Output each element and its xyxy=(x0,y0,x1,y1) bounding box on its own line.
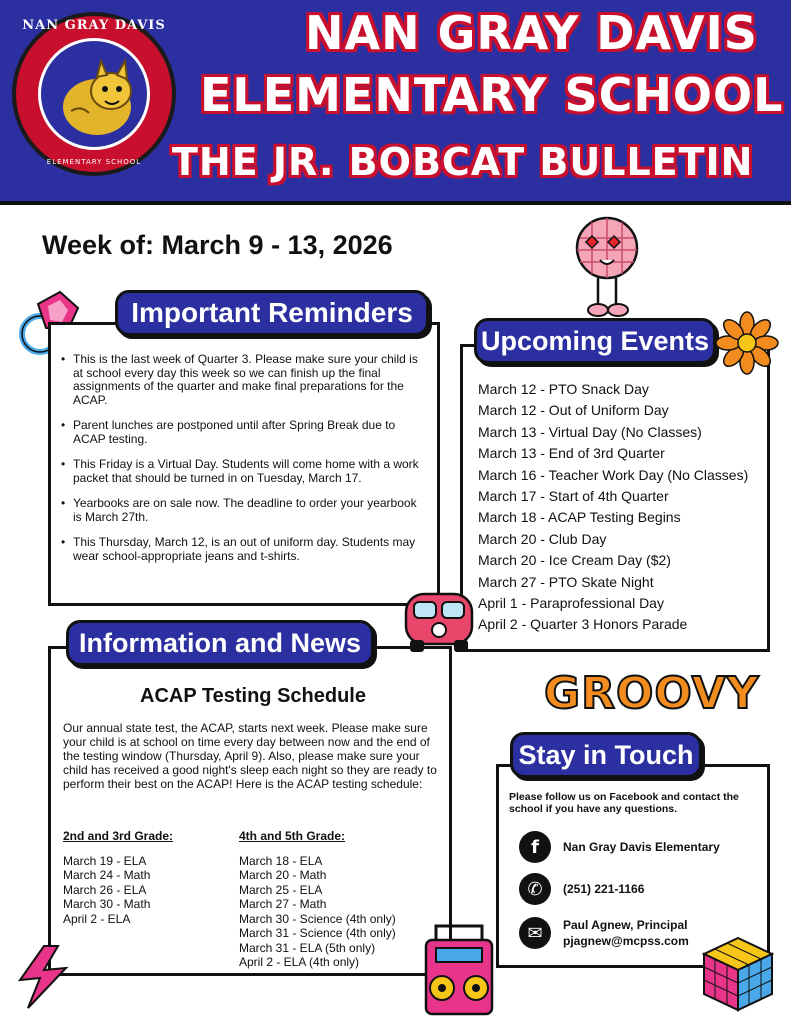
reminder-item: • This Friday is a Virtual Day. Students will come home with a work packet that should be turned in on Tuesday, March 17. xyxy=(61,458,423,485)
event-item: April 2 - Quarter 3 Honors Parade xyxy=(478,616,688,633)
event-item: March 12 - PTO Snack Day xyxy=(478,381,649,397)
schedule-item: March 25 - ELA xyxy=(239,882,323,897)
upcoming-events-box xyxy=(460,344,770,652)
reminder-item: • Parent lunches are postponed until after Spring Break due to ACAP testing. xyxy=(61,419,423,446)
event-item: April 1 - Paraprofessional Day xyxy=(478,595,664,612)
important-reminders-box xyxy=(48,322,440,606)
schedule-item: April 2 - ELA (4th only) xyxy=(239,955,360,969)
information-news-title: Information and News xyxy=(66,620,374,666)
reminder-item: • This Thursday, March 12, is an out of uniform day. Students may wear school-appropriate jeans and t-shirts. xyxy=(61,536,423,563)
van-icon xyxy=(400,588,480,660)
phone-icon: ✆ xyxy=(519,873,551,905)
information-news-box xyxy=(48,646,452,976)
facebook-icon: f xyxy=(519,831,551,863)
stay-in-touch-title: Stay in Touch xyxy=(510,732,702,778)
event-item: March 18 - ACAP Testing Begins xyxy=(478,509,681,526)
important-reminders-title: Important Reminders xyxy=(115,290,429,336)
event-item: March 12 - Out of Uniform Day xyxy=(478,402,669,419)
boombox-icon xyxy=(422,918,496,1022)
grade-2-3-heading: 2nd and 3rd Grade: xyxy=(63,829,174,843)
facebook-label: Nan Gray Davis Elementary xyxy=(563,840,720,854)
phone-contact[interactable] xyxy=(519,873,644,905)
cube-icon xyxy=(700,934,776,1018)
event-item: March 20 - Club Day xyxy=(478,530,607,547)
acap-body-text: Our annual state test, the ACAP, starts next week. Please make sure your child is at school on time every day between now and the end of the testing window (Thursday, April 9). Also, please make sure your child has received a good night's sleep each night so they are ready to perform their best on the ACAP! Here is the ACAP testing schedule: xyxy=(63,721,437,791)
reminders-list xyxy=(51,325,437,563)
school-name-line2: ELEMENTARY SCHOOL xyxy=(200,68,784,122)
disco-ball-character-icon xyxy=(572,214,642,326)
principal-email[interactable]: pjagnew@mcpss.com xyxy=(563,934,689,948)
acap-schedule-title: ACAP Testing Schedule xyxy=(140,685,366,707)
logo-top-text: NAN GRAY DAVIS xyxy=(22,18,166,33)
reminder-item: • This is the last week of Quarter 3. Please make sure your child is at school every day this week so we can finish up the final assignments of the quarter and make final preparations for the ACAP. xyxy=(61,353,423,407)
schedule-item: March 24 - Math xyxy=(63,868,151,882)
mail-icon: ✉ xyxy=(519,917,551,949)
schedule-item: March 27 - Math xyxy=(239,897,327,911)
events-list xyxy=(463,347,767,636)
logo-bottom-text: ELEMENTARY SCHOOL xyxy=(46,158,142,166)
grade-4-5-heading: 4th and 5th Grade: xyxy=(239,829,346,843)
reminder-item: • Yearbooks are on sale now. The deadline to order your yearbook is March 27th. xyxy=(61,497,423,524)
lightning-icon xyxy=(14,944,70,1014)
schedule-item: March 30 - Science (4th only) xyxy=(239,911,396,926)
schedule-item: April 2 - ELA xyxy=(63,911,131,926)
school-logo xyxy=(12,12,176,176)
phone-number: (251) 221-1166 xyxy=(563,882,645,896)
school-name-line1: NAN GRAY DAVIS xyxy=(305,6,758,60)
upcoming-events-title: Upcoming Events xyxy=(474,318,716,364)
groovy-word-art xyxy=(544,668,760,719)
event-item: March 17 - Start of 4th Quarter xyxy=(478,488,669,505)
flower-icon xyxy=(714,310,780,380)
week-of-heading: Week of: March 9 - 13, 2026 xyxy=(42,230,393,260)
bobcat-logo-icon xyxy=(38,38,150,150)
header-banner xyxy=(0,0,791,205)
schedule-item: March 30 - Math xyxy=(63,897,151,911)
event-item: March 27 - PTO Skate Night xyxy=(478,573,654,590)
schedule-item: March 31 - Science (4th only) xyxy=(239,926,396,940)
schedule-item: March 18 - ELA xyxy=(239,853,323,868)
grade-4-5-column xyxy=(239,829,396,970)
schedule-item: March 20 - Math xyxy=(239,868,327,882)
bulletin-title: THE JR. BOBCAT BULLETIN xyxy=(172,140,754,184)
schedule-item: March 26 - ELA xyxy=(63,882,147,897)
facebook-contact[interactable] xyxy=(519,831,720,863)
schedule-item: March 19 - ELA xyxy=(63,853,147,868)
principal-contact[interactable] xyxy=(519,917,689,949)
stay-in-touch-intro: Please follow us on Facebook and contact the school if you have any questions. xyxy=(509,791,739,815)
event-item: March 16 - Teacher Work Day (No Classes) xyxy=(478,466,749,483)
event-item: March 13 - End of 3rd Quarter xyxy=(478,445,665,462)
groovy-letters: GROOVY xyxy=(544,668,760,719)
schedule-item: March 31 - ELA (5th only) xyxy=(239,940,376,955)
principal-name: Paul Agnew, Principal xyxy=(563,918,688,932)
grade-2-3-column xyxy=(63,829,173,926)
event-item: March 13 - Virtual Day (No Classes) xyxy=(478,423,702,440)
principal-info xyxy=(563,917,689,949)
event-item: March 20 - Ice Cream Day ($2) xyxy=(478,552,671,569)
